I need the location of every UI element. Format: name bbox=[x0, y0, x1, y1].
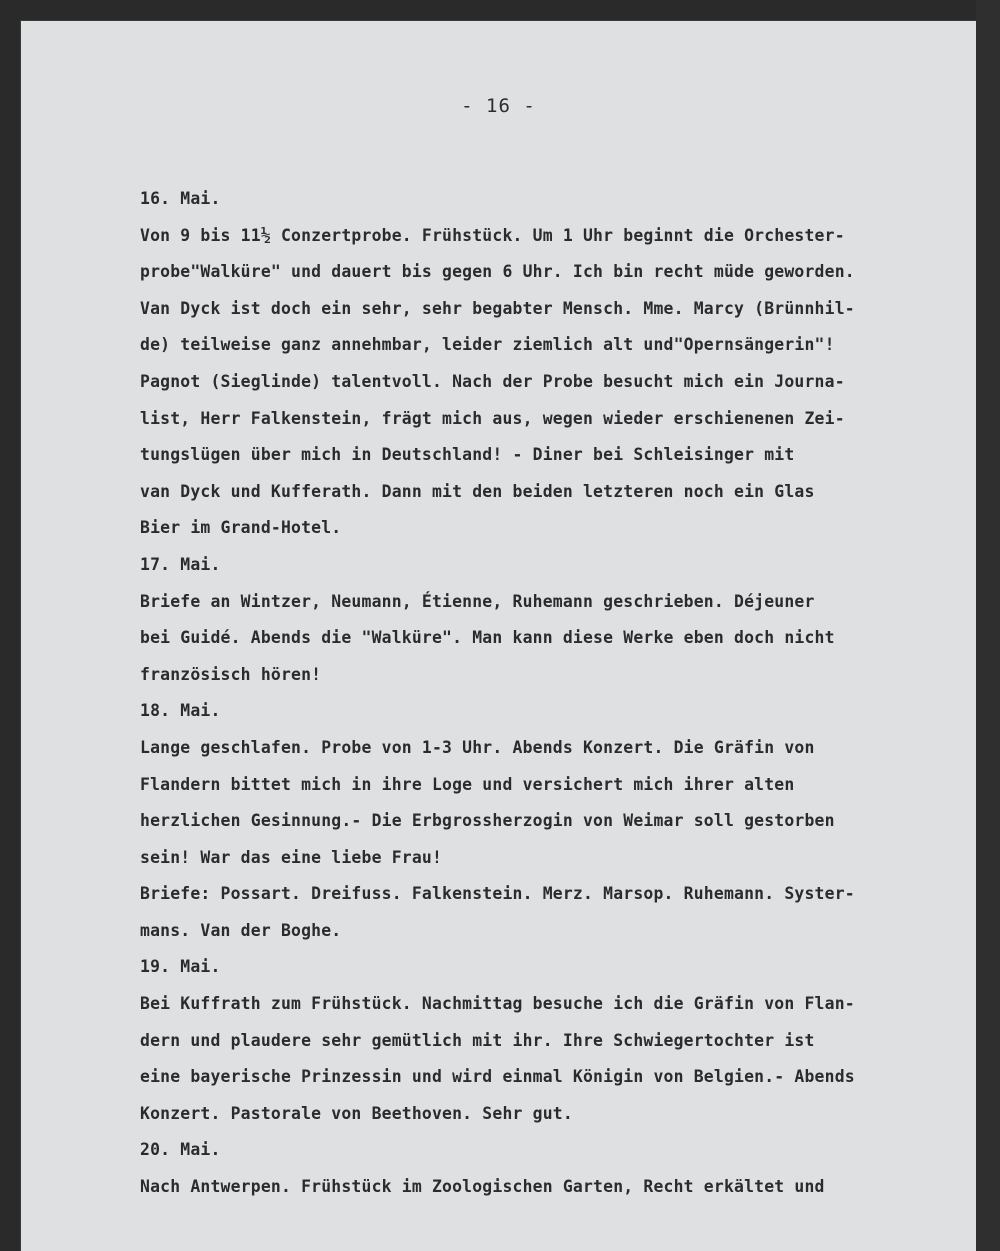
text-line: Briefe an Wintzer, Neumann, Étienne, Ruhemann geschrieben. Déjeuner bbox=[140, 591, 815, 611]
document-page bbox=[21, 21, 976, 1251]
page-number: - 16 - bbox=[461, 95, 536, 117]
text-line: eine bayerische Prinzessin und wird einmal Königin von Belgien.- Abends bbox=[140, 1067, 855, 1087]
text-line: 20. Mai. bbox=[140, 1140, 221, 1160]
text-line: Van Dyck ist doch ein sehr, sehr begabter Mensch. Mme. Marcy (Brünnhil- bbox=[140, 298, 855, 318]
text-line: sein! War das eine liebe Frau! bbox=[140, 847, 443, 867]
text-line: herzlichen Gesinnung.- Die Erbgrossherzogin von Weimar soll gestorben bbox=[140, 811, 835, 831]
text-line: 17. Mai. bbox=[140, 554, 221, 574]
text-line: de) teilweise ganz annehmbar, leider ziemlich alt und"Opernsängerin"! bbox=[140, 335, 835, 355]
text-line: mans. Van der Boghe. bbox=[140, 920, 342, 940]
text-line: Briefe: Possart. Dreifuss. Falkenstein. Merz. Marsop. Ruhemann. Syster- bbox=[140, 884, 855, 904]
text-line: Bei Kuffrath zum Frühstück. Nachmittag besuche ich die Gräfin von Flan- bbox=[140, 994, 855, 1014]
text-line: 16. Mai. bbox=[140, 189, 221, 208]
text-line: französisch hören! bbox=[140, 664, 322, 684]
text-line: Flandern bittet mich in ihre Loge und versichert mich ihrer alten bbox=[140, 774, 795, 794]
text-line: Nach Antwerpen. Frühstück im Zoologischen Garten, Recht erkältet und bbox=[140, 1177, 825, 1197]
text-line: tungslügen über mich in Deutschland! - Diner bei Schleisinger mit bbox=[140, 445, 795, 465]
text-line: Von 9 bis 11½ Conzertprobe. Frühstück. Um 1 Uhr beginnt die Orchester- bbox=[140, 225, 845, 245]
text-line: Lange geschlafen. Probe von 1-3 Uhr. Abends Konzert. Die Gräfin von bbox=[140, 737, 815, 757]
text-line: Konzert. Pastorale von Beethoven. Sehr gut. bbox=[140, 1103, 573, 1123]
text-line: Pagnot (Sieglinde) talentvoll. Nach der Probe besucht mich ein Journa- bbox=[140, 371, 845, 391]
scan-edge bbox=[976, 0, 1000, 1251]
text-line: list, Herr Falkenstein, frägt mich aus, wegen wieder erschienenen Zei- bbox=[140, 408, 845, 428]
text-line: 18. Mai. bbox=[140, 701, 221, 721]
text-line: Bier im Grand-Hotel. bbox=[140, 518, 342, 538]
text-line: dern und plaudere sehr gemütlich mit ihr. Ihre Schwiegertochter ist bbox=[140, 1030, 815, 1050]
text-line: 19. Mai. bbox=[140, 957, 221, 977]
text-line: bei Guidé. Abends die "Walküre". Man kann diese Werke eben doch nicht bbox=[140, 628, 835, 648]
text-line: van Dyck und Kufferath. Dann mit den beiden letzteren noch ein Glas bbox=[140, 481, 815, 501]
text-line: probe"Walküre" und dauert bis gegen 6 Uhr. Ich bin recht müde geworden. bbox=[140, 262, 855, 282]
diary-text bbox=[140, 181, 940, 1206]
